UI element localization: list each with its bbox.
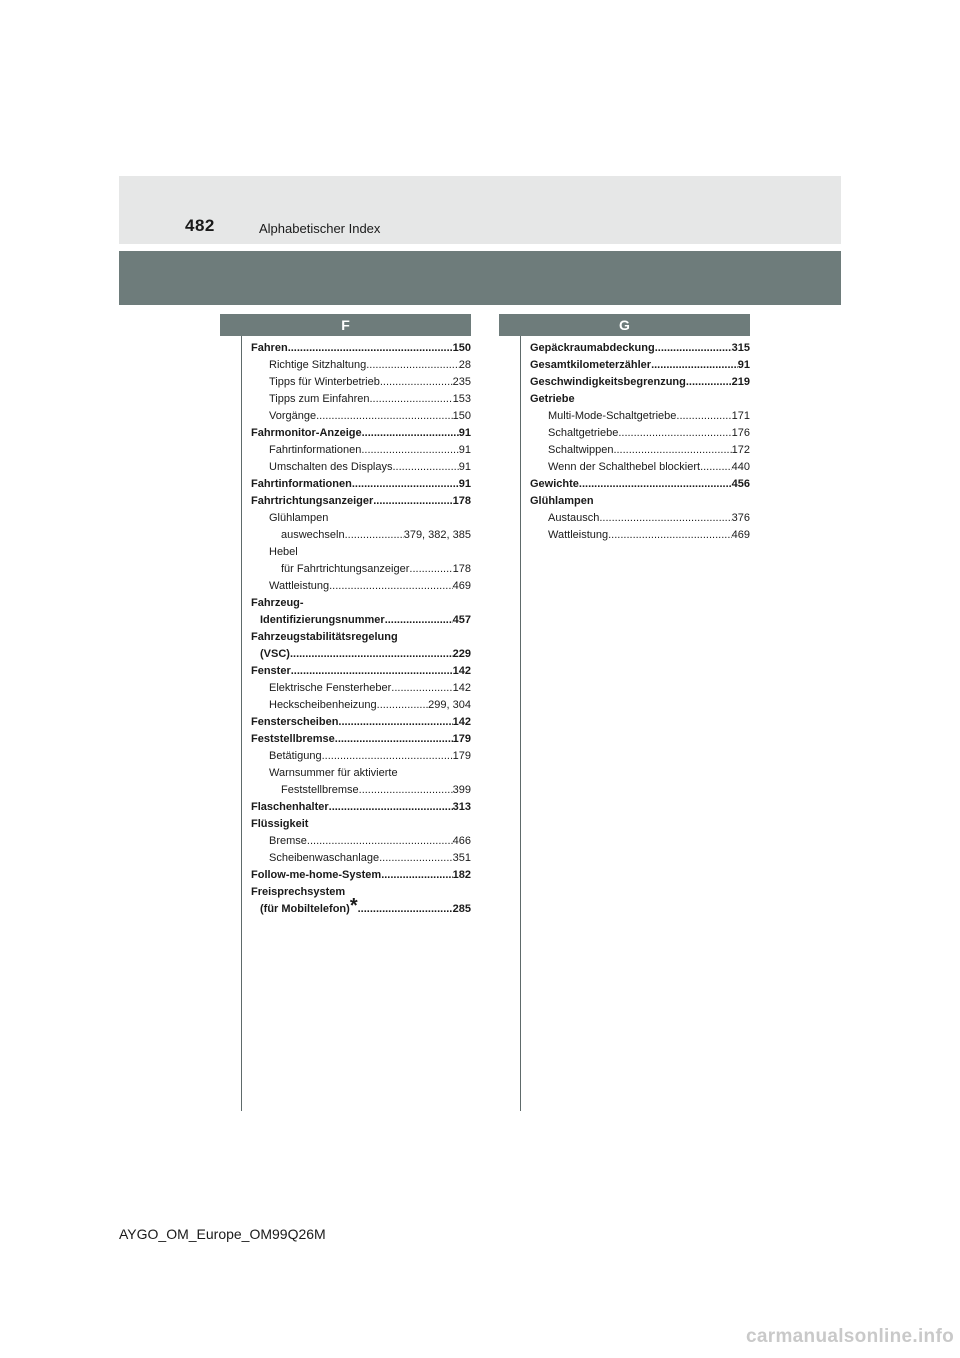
- watermark: carmanualsonline.info: [746, 1326, 954, 1347]
- index-entry[interactable]: Fahrtinformationen ..... 91: [251, 476, 471, 493]
- index-subentry[interactable]: Multi-Mode-Schaltgetriebe ..... 171: [530, 408, 750, 425]
- index-entry[interactable]: (für Mobiltelefon) * ..... 285: [251, 901, 471, 918]
- index-subentry[interactable]: Austausch ..... 376: [530, 510, 750, 527]
- index-entry[interactable]: Geschwindigkeitsbegrenzung ..... 219: [530, 374, 750, 391]
- index-column-g: [530, 340, 750, 544]
- index-entry-heading: Getriebe: [530, 393, 575, 405]
- index-subentry[interactable]: Heckscheibenheizung ..... 299, 304: [251, 697, 471, 714]
- index-entry[interactable]: Gepäckraumabdeckung ..... 315: [530, 340, 750, 357]
- index-subentry[interactable]: Richtige Sitzhaltung ..... 28: [251, 357, 471, 374]
- index-entry[interactable]: Follow-me-home-System ..... 182: [251, 867, 471, 884]
- index-entry[interactable]: Gewichte ..... 456: [530, 476, 750, 493]
- index-subentry[interactable]: Tipps zum Einfahren ..... 153: [251, 391, 471, 408]
- index-subentry-heading: Glühlampen: [269, 512, 329, 524]
- index-entry-heading: Fahrzeugstabilitätsregelung: [251, 631, 398, 643]
- header-band: [119, 176, 841, 244]
- index-entry[interactable]: Fahren ..... 150: [251, 340, 471, 357]
- index-subentry[interactable]: Wattleistung ..... 469: [530, 527, 750, 544]
- index-subentry[interactable]: Fahrtinformationen ..... 91: [251, 442, 471, 459]
- index-subentry-heading: Warnsummer für aktivierte: [269, 767, 398, 779]
- page-number: 482: [185, 216, 215, 235]
- index-subentry[interactable]: Elektrische Fensterheber ..... 142: [251, 680, 471, 697]
- index-entry[interactable]: Fenster ..... 142: [251, 663, 471, 680]
- index-subentry-heading: Hebel: [269, 546, 298, 558]
- index-entry[interactable]: Feststellbremse ..... 179: [251, 731, 471, 748]
- index-subentry[interactable]: für Fahrtrichtungsanzeiger ..... 178: [251, 561, 471, 578]
- column-tab-g: G: [499, 314, 750, 336]
- index-entry[interactable]: Fensterscheiben ..... 142: [251, 714, 471, 731]
- footnote-asterisk: *: [349, 895, 358, 917]
- index-entry[interactable]: Identifizierungsnummer ..... 457: [251, 612, 471, 629]
- index-subentry[interactable]: Tipps für Winterbetrieb ..... 235: [251, 374, 471, 391]
- index-subentry[interactable]: Wattleistung ..... 469: [251, 578, 471, 595]
- index-subentry[interactable]: Schaltwippen ..... 172: [530, 442, 750, 459]
- column-rule-g: [520, 336, 521, 1111]
- index-subentry[interactable]: Umschalten des Displays ..... 91: [251, 459, 471, 476]
- index-subentry[interactable]: Wenn der Schalthebel blockiert ..... 440: [530, 459, 750, 476]
- index-entry[interactable]: Fahrmonitor-Anzeige ..... 91: [251, 425, 471, 442]
- document-code: AYGO_OM_Europe_OM99Q26M: [119, 1226, 326, 1242]
- index-column-f: [251, 340, 471, 918]
- index-entry-heading: Freisprechsystem: [251, 886, 346, 898]
- index-entry[interactable]: Fahrtrichtungsanzeiger ..... 178: [251, 493, 471, 510]
- index-entry[interactable]: Flaschenhalter ..... 313: [251, 799, 471, 816]
- index-subentry[interactable]: Feststellbremse ..... 399: [251, 782, 471, 799]
- index-subentry[interactable]: auswechseln ..... 379, 382, 385: [251, 527, 471, 544]
- column-rule-f: [241, 336, 242, 1111]
- column-tab-f: F: [220, 314, 471, 336]
- header-dark-band: [119, 251, 841, 305]
- index-subentry[interactable]: Bremse ..... 466: [251, 833, 471, 850]
- index-subentry[interactable]: Scheibenwaschanlage ..... 351: [251, 850, 471, 867]
- index-subentry[interactable]: Vorgänge ..... 150: [251, 408, 471, 425]
- index-entry-heading: Fahrzeug-: [251, 597, 304, 609]
- index-subentry[interactable]: Betätigung ..... 179: [251, 748, 471, 765]
- section-title: Alphabetischer Index: [259, 221, 381, 236]
- index-entry[interactable]: Gesamtkilometerzähler ..... 91: [530, 357, 750, 374]
- index-subentry[interactable]: Schaltgetriebe ..... 176: [530, 425, 750, 442]
- index-entry-heading: Flüssigkeit: [251, 818, 309, 830]
- index-entry[interactable]: (VSC) ..... 229: [251, 646, 471, 663]
- index-entry-heading: Glühlampen: [530, 495, 594, 507]
